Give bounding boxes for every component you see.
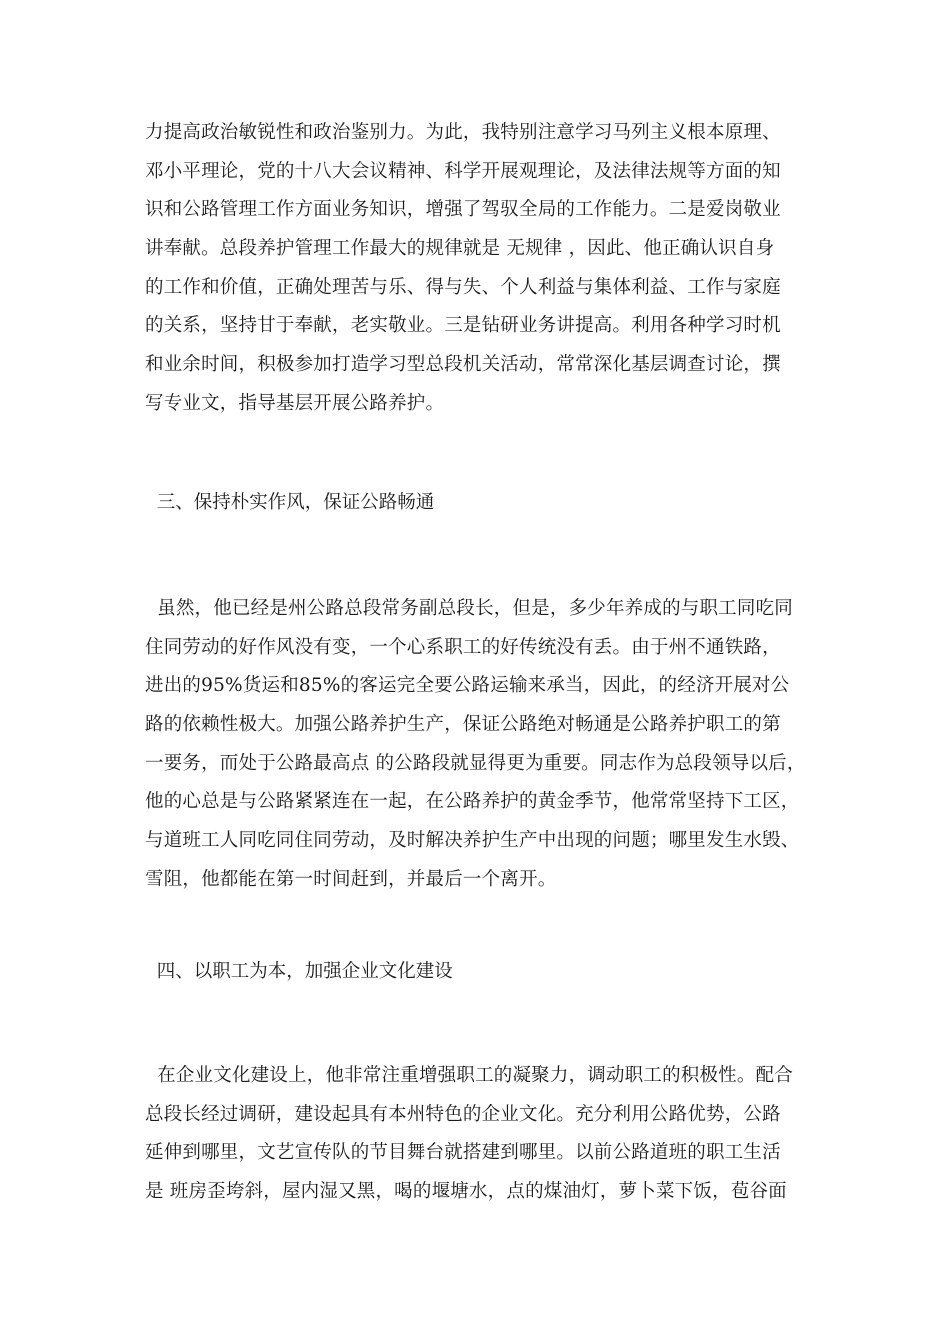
text-line: 虽然，他已经是州公路总段常务副总段长，但是，多少年养成的与职工同吃同 (145, 598, 793, 619)
text-line: 讲奉献。总段养护管理工作最大的规律就是 无规律 ，因此、他正确认识自身 (145, 238, 775, 260)
text-line: 是 班房歪垮斜，屋内湿又黑，喝的堰塘水，点的煤油灯，萝卜菜下饭，苞谷面 (145, 1181, 787, 1203)
text-line: 他的心总是与公路紧紧连在一起，在公路养护的黄金季节，他常常坚持下工区， (145, 791, 800, 813)
section-heading-4: 四、以职工为本，加强企业文化建设 (145, 961, 453, 982)
text-line: 路的依赖性极大。加强公路养护生产，保证公路绝对畅通是公路养护职工的第 (145, 714, 781, 736)
text-line: 邓小平理论，党的十八大会议精神、科学开展观理论，及法律法规等方面的知 (145, 160, 781, 182)
text-line: 识和公路管理工作方面业务知识，增强了驾驭全局的工作能力。二是爱岗敬业 (145, 199, 781, 221)
paragraph-political-study (145, 114, 815, 424)
paragraph-road-maintenance (145, 590, 815, 900)
text-line: 总段长经过调研，建设起具有本州特色的企业文化。充分利用公路优势，公路 (145, 1103, 781, 1125)
section-heading-3: 三、保持朴实作风，保证公路畅通 (145, 492, 435, 513)
text-line: 的关系，坚持甘于奉献，老实敬业。三是钻研业务讲提高。利用各种学习时机 (145, 315, 781, 337)
text-line: 的工作和价值，正确处理苦与乐、得与失、个人利益与集体利益、工作与家庭 (145, 276, 781, 298)
text-line: 力提高政治敏锐性和政治鉴别力。为此，我特别注意学习马列主义根本原理、 (145, 122, 781, 143)
paragraph-enterprise-culture (145, 1057, 815, 1212)
text-line: 住同劳动的好作风没有变，一个心系职工的好传统没有丢。由于州不通铁路， (145, 636, 781, 658)
text-line: 在企业文化建设上，他非常注重增强职工的凝聚力，调动职工的积极性。配合 (145, 1065, 793, 1086)
text-line: 进出的95%货运和85%的客运完全要公路运输来承当，因此，的经济开展对公 (145, 675, 790, 697)
text-line: 雪阻，他都能在第一时间赶到，并最后一个离开。 (145, 868, 557, 890)
text-line: 写专业文，指导基层开展公路养护。 (145, 392, 445, 414)
text-line: 延伸到哪里，文艺宣传队的节目舞台就搭建到哪里。以前公路道班的职工生活 (145, 1142, 781, 1164)
text-line: 一要务，而处于公路最高点 的公路段就显得更为重要。同志作为总段领导以后， (145, 752, 806, 774)
text-line: 和业余时间，积极参加打造学习型总段机关活动，常常深化基层调查讨论，撰 (145, 354, 781, 376)
text-line: 与道班工人同吃同住同劳动，及时解决养护生产中出现的问题；哪里发生水毁、 (145, 830, 800, 852)
